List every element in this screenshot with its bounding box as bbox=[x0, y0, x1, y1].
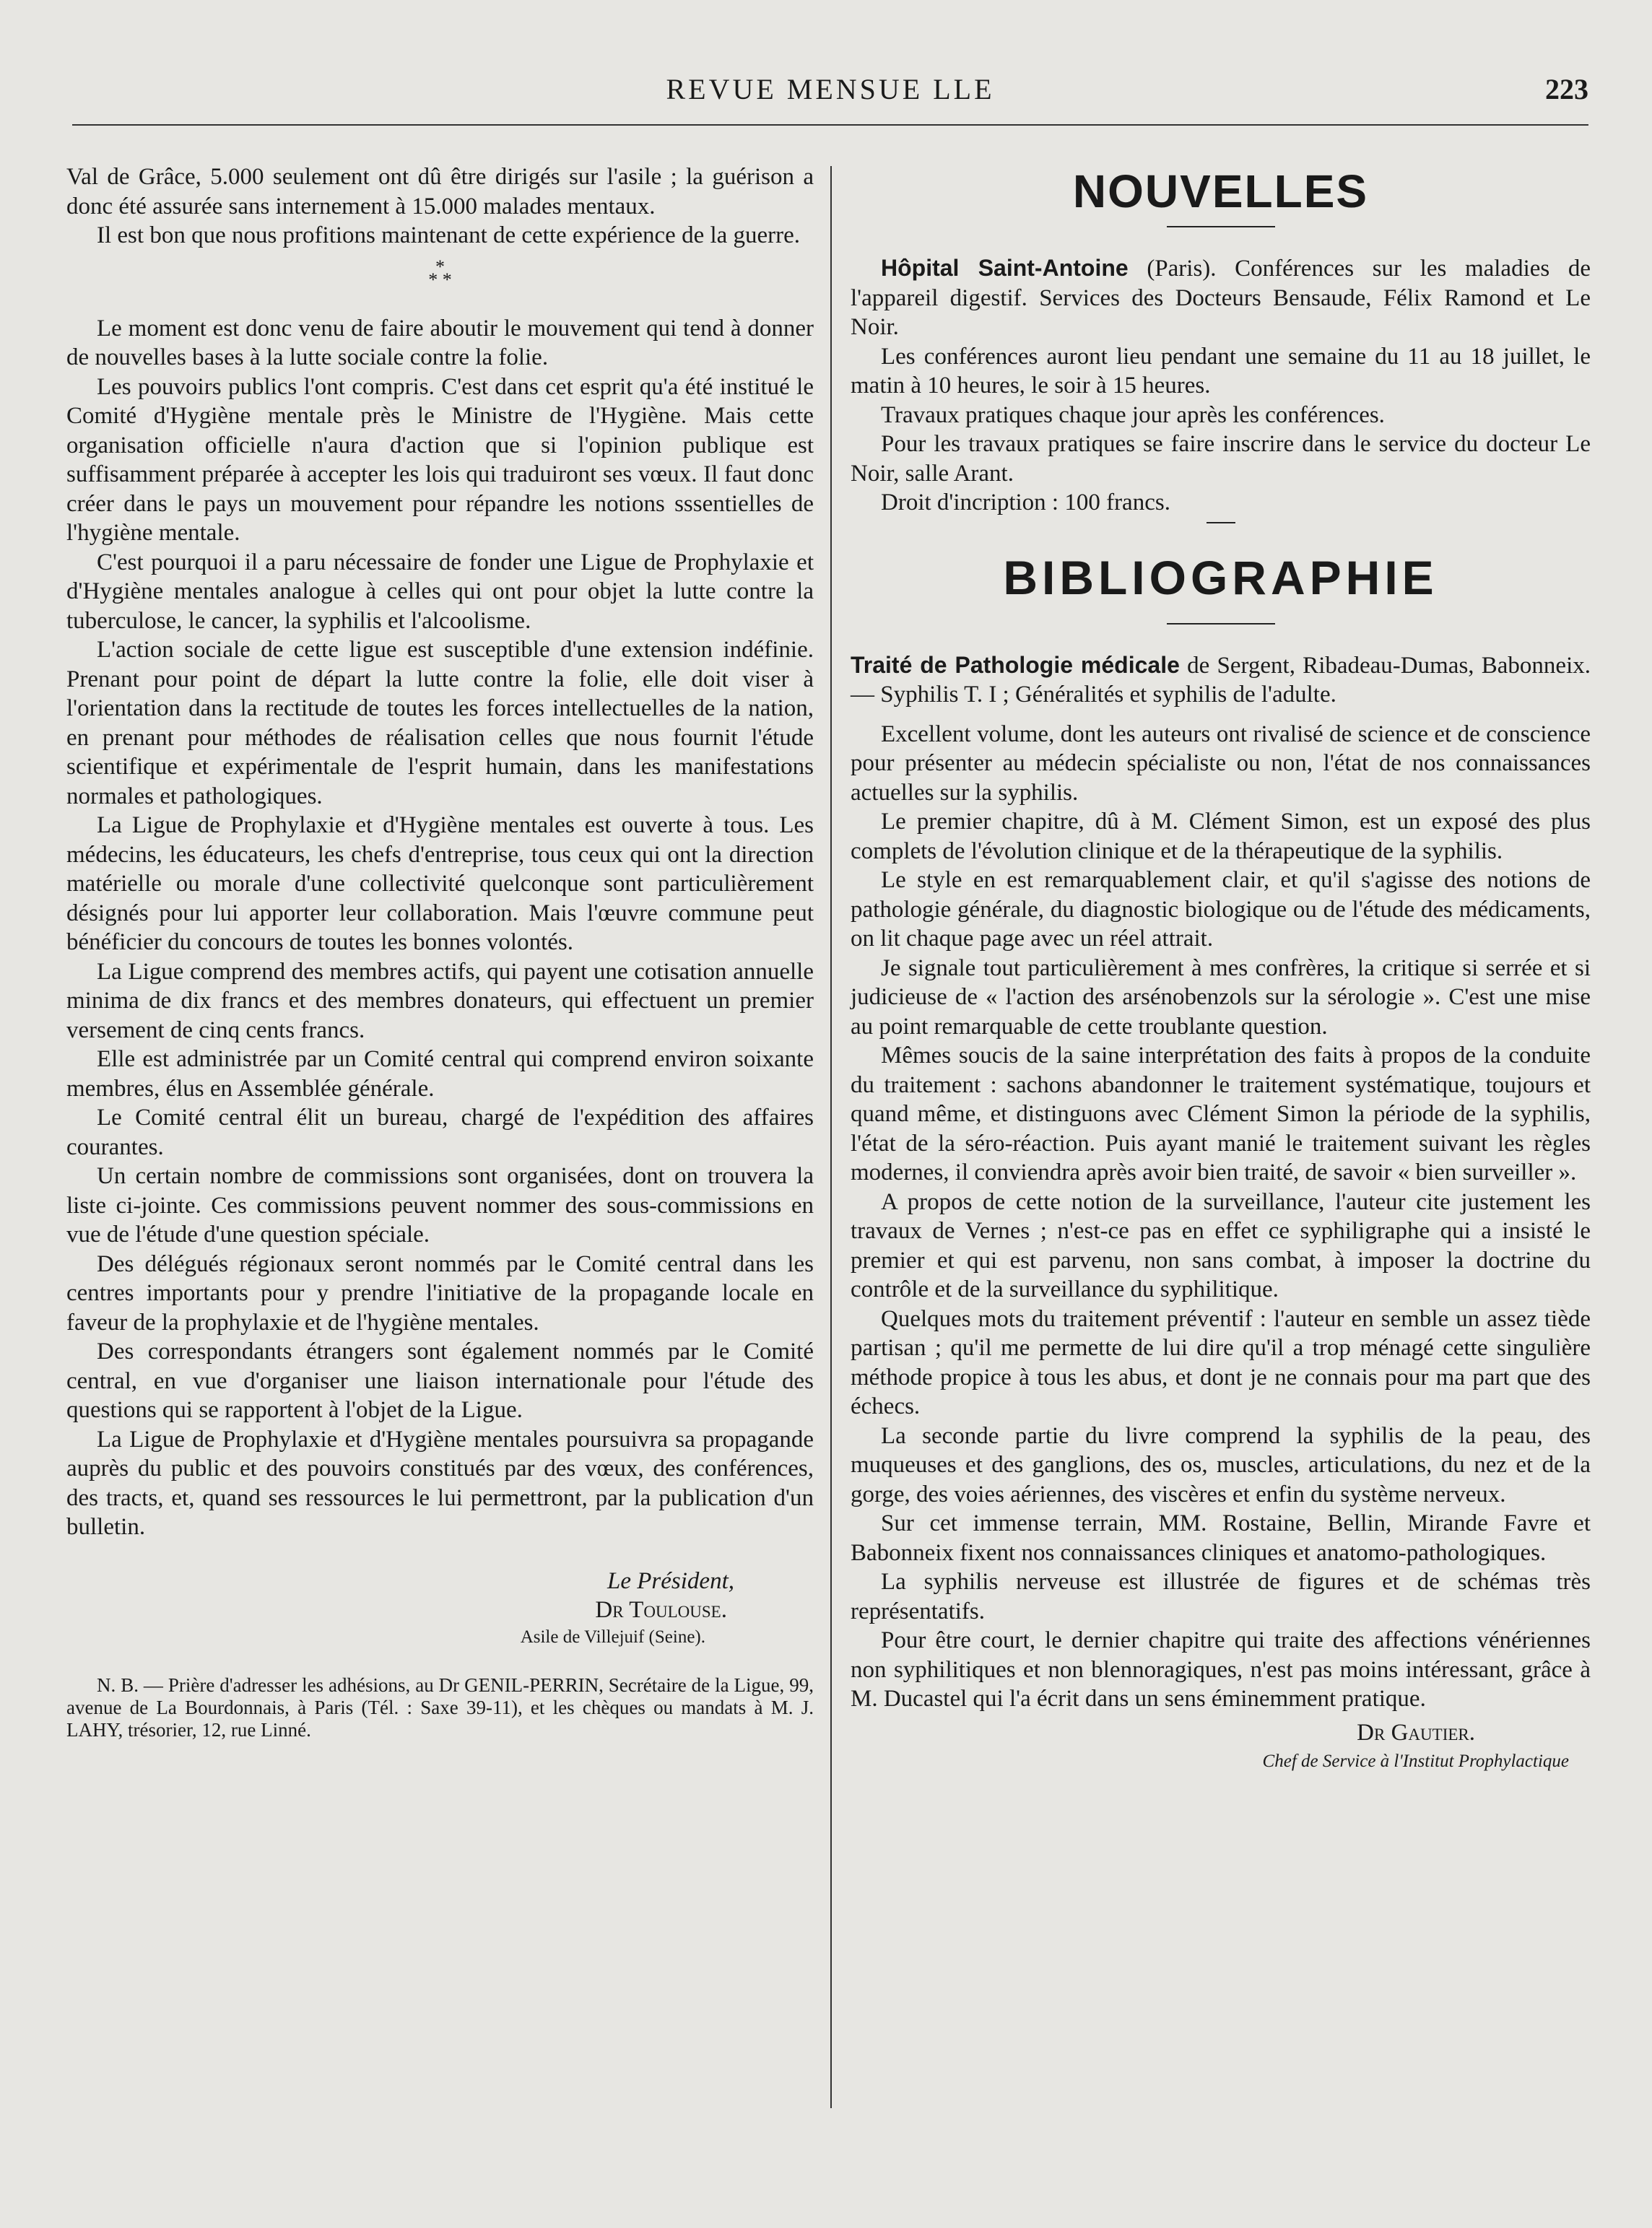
bibliography-authors: de Sergent, Ribadeau-Dumas, Babonneix. — Syphilis T. I ; Généralités et syphilis de l'adulte. bbox=[851, 652, 1591, 708]
paragraph: Sur cet immense terrain, MM. Rostaine, Bellin, Mirande Favre et Babonneix fixent nos connaissances cliniques et anatomo-pathologiques. bbox=[851, 1510, 1591, 1566]
signature-title: Le Président, bbox=[607, 1567, 734, 1594]
paragraph: L'action sociale de cette ligue est susceptible d'une extension indéfinie. Prenant pour point de départ la lutte contre la folie, elle doit viser à l'orientation dans la rectitude de toutes les forces intellectuelles de la nation, en prenant pour méthodes de réalisation celles que nous fournit l'étude scientifique et expérimentale de l'esprit humain, dans les manifestations normales et pathologiques. bbox=[66, 637, 814, 809]
paragraph: La syphilis nerveuse est illustrée de figures et de schémas très représentatifs. bbox=[851, 1569, 1591, 1624]
paragraph: Je signale tout particulièrement à mes confrères, la critique si serrée et si judicieuse de « l'action des arsénobenzols sur la sérologie ». C'est une mise au point remarquable de cette troublante question. bbox=[851, 954, 1591, 1040]
paragraph: Des délégués régionaux seront nommés par le Comité central dans les centres importants pour y prendre l'initiative de la propagande locale en faveur de la prophylaxie et de l'hygiène mentales. bbox=[66, 1250, 814, 1336]
bibliography-title: Traité de Pathologie médicale bbox=[851, 651, 1180, 678]
paragraph: C'est pourquoi il a paru nécessaire de fonder une Ligue de Prophylaxie et d'Hygiène mentales analogue à celles qui ont pour objet la lutte contre la tuberculose, le cancer, la syphilis et l'alcoolisme. bbox=[66, 549, 814, 634]
paragraph: Des correspondants étrangers sont également nommés par le Comité central, en vue d'organiser une liaison internationale pour l'étude des questions qui se rapportent à l'objet de la Ligue. bbox=[66, 1339, 814, 1423]
paragraph: Mêmes soucis de la saine interprétation des faits à propos de la conduite du traitement : sachons abandonner le traitement systématique, toujours et quand même, et distinguons avec Clément Simon la période de la syphilis, l'état de la séro-réaction. Puis ayant manié le traitement suivant les règles modernes, il conviendra après avoir bien traité, de savoir « bien surveiller ». bbox=[851, 1043, 1591, 1185]
bibliography-entry bbox=[851, 650, 1591, 710]
signature-role: Chef de Service à l'Institut Prophylactique bbox=[1262, 1751, 1569, 1771]
signature-place: Asile de Villejuif (Seine). bbox=[520, 1627, 705, 1647]
paragraph: La Ligue de Prophylaxie et d'Hygiène mentales poursuivra sa propagande auprès du public et des pouvoirs constitués par des vœux, des conférences, des tracts, et, quand ses ressources le lui permettront, par la publication d'un bulletin. bbox=[66, 1426, 814, 1540]
nouvelles-lead-bold: Hôpital Saint-Antoine bbox=[881, 255, 1129, 281]
section-end-rule bbox=[1207, 522, 1235, 523]
paragraph: A propos de cette notion de la surveillance, l'auteur cite justement les travaux de Vernes ; n'est-ce pas en effet ce syphiligraphe qui a insisté le premier et qui est parvenu, non sans combat, à imposer la doctrine du contrôle et de la surveillance du syphilitique. bbox=[851, 1188, 1591, 1302]
paragraph: Il est bon que nous profitions maintenant de cette expérience de la guerre. bbox=[97, 222, 801, 248]
section-title-bibliographie: BIBLIOGRAPHIE bbox=[1003, 550, 1438, 604]
title-rule bbox=[1167, 623, 1275, 625]
paragraph: Pour être court, le dernier chapitre qui traite des affections vénériennes non syphilitiques et non blennoragiques, n'est pas moins intéressant, grâce à M. Ducastel qui l'a écrit dans un sens éminemment pratique. bbox=[851, 1627, 1591, 1712]
paragraph: Val de Grâce, 5.000 seulement ont dû être dirigés sur l'asile ; la guérison a donc été assurée sans internement à 15.000 malades mentaux. bbox=[66, 164, 814, 219]
asterism: * * * bbox=[428, 256, 452, 290]
signature-name: Dr Gautier. bbox=[1357, 1719, 1475, 1746]
running-title: REVUE MENSUE LLE bbox=[666, 73, 995, 105]
paragraph: Elle est administrée par un Comité central qui comprend environ soixante membres, élus en Assemblée générale. bbox=[66, 1046, 814, 1102]
paragraph: La seconde partie du livre comprend la syphilis de la peau, des muqueuses et des ganglions, des os, muscles, articulations, du nez et de la gorge, des voies aériennes, des viscères et enfin du système nerveux. bbox=[851, 1422, 1591, 1507]
paragraph: Quelques mots du traitement préventif : l'auteur en semble un assez tiède partisan ; qu'il me permette de lui dire qu'il a trop ménagé cette singulière méthode propice à tous les abus, et dont je ne connais pour ma part que des échecs. bbox=[851, 1305, 1591, 1419]
column-divider bbox=[830, 166, 832, 2108]
paragraph: Droit d'incription : 100 francs. bbox=[881, 489, 1170, 515]
signature-name: Dr Toulouse. bbox=[595, 1597, 727, 1623]
paragraph: Travaux pratiques chaque jour après les conférences. bbox=[881, 401, 1385, 428]
paragraph: La Ligue comprend des membres actifs, qui payent une cotisation annuelle minima de dix francs et des membres donateurs, qui effectuent un premier versement de cinq cents francs. bbox=[66, 958, 814, 1043]
nouvelles-lead-text: (Paris). Conférences sur les maladies de l'appareil digestif. Services des Docteurs Bensaude, Félix Ramond et Le Noir. bbox=[851, 256, 1591, 340]
paragraph: Pour les travaux pratiques se faire inscrire dans le service du docteur Le Noir, salle Arant. bbox=[851, 431, 1591, 487]
paragraph: Le style en est remarquablement clair, et qu'il s'agisse des notions de pathologie générale, du diagnostic biologique ou de l'étude des médicaments, on lit chaque page avec un réel attrait. bbox=[851, 867, 1591, 952]
title-rule bbox=[1167, 226, 1275, 227]
footnote: N. B. — Prière d'adresser les adhésions, au Dr GENIL-PERRIN, Secrétaire de la Ligue, 99, avenue de La Bourdonnais, à Paris (Tél. : Saxe 39-11), et les chèques ou mandats à M. J. LAHY, trésorier, 12, rue Linné. bbox=[66, 1674, 814, 1741]
paragraph: La Ligue de Prophylaxie et d'Hygiène mentales est ouverte à tous. Les médecins, les éducateurs, les chefs d'entreprise, tous ceux qui ont la direction matérielle ou morale d'une collectivité quelconque sont particulièrement désignés pour lui apporter leur collaboration. Mais l'œuvre commune peut bénéficier du concours de toutes les bonnes volontés. bbox=[66, 812, 814, 955]
paragraph: Les conférences auront lieu pendant une semaine du 11 au 18 juillet, le matin à 10 heures, le soir à 15 heures. bbox=[851, 343, 1591, 399]
right-column bbox=[851, 162, 1591, 1777]
page-number: 223 bbox=[1545, 73, 1588, 105]
paragraph: Les pouvoirs publics l'ont compris. C'est dans cet esprit qu'a été institué le Comité d'Hygiène mentale près le Ministre de l'Hygiène. Mais cette organisation officielle n'aura d'action que si l'opinion publique est suffisamment préparée à accepter les lois qui traduiront ses vœux. Il faut donc créer dans le pays un mouvement pour répandre les notions sssentielles de l'hygiène mentale. bbox=[66, 373, 814, 546]
paragraph: Le Comité central élit un bureau, chargé de l'expédition des affaires courantes. bbox=[66, 1105, 814, 1160]
left-column bbox=[66, 162, 814, 1741]
paragraph: Excellent volume, dont les auteurs ont rivalisé de science et de conscience pour présenter au médecin spécialiste ou non, l'état de nos connaissances actuelles sur la syphilis. bbox=[851, 721, 1591, 806]
nouvelles-lead bbox=[851, 253, 1591, 342]
page-header bbox=[72, 65, 1588, 116]
paragraph: Le moment est donc venu de faire aboutir le mouvement qui tend à donner de nouvelles bases à la lutte sociale contre la folie. bbox=[66, 315, 814, 370]
section-title-nouvelles: NOUVELLES bbox=[1072, 165, 1369, 217]
header-rule bbox=[72, 124, 1588, 126]
paragraph: Un certain nombre de commissions sont organisées, dont on trouvera la liste ci-jointe. Ces commissions peuvent nommer des sous-commissions en vue de l'étude d'une question spéciale. bbox=[66, 1163, 814, 1248]
paragraph: Le premier chapitre, dû à M. Clément Simon, est un exposé des plus complets de l'évolution clinique et de la thérapeutique de la syphilis. bbox=[851, 809, 1591, 864]
